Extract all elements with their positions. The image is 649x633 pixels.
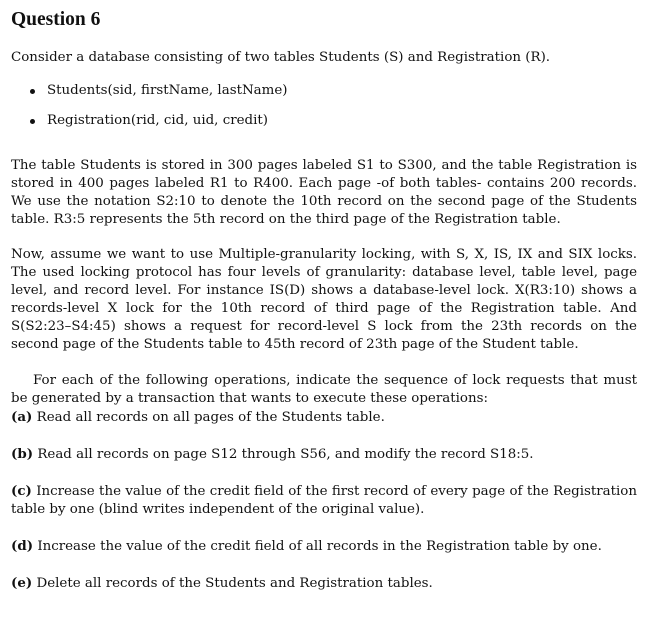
question-d: (d) Increase the value of the credit field of all records in the Registration table by one. bbox=[11, 538, 602, 554]
question-c: (c) Increase the value of the credit field of the first record of every page of the Registration table by one (blind writes independent of the original value). bbox=[11, 483, 637, 517]
schema-registration: Registration(rid, cid, uid, credit) bbox=[30, 112, 637, 130]
bullet-icon bbox=[30, 119, 35, 124]
table-schema-list bbox=[11, 82, 637, 130]
question-a: (a) Read all records on all pages of the Students table. bbox=[11, 409, 385, 425]
question-e: (e) Delete all records of the Students and Registration tables. bbox=[11, 575, 433, 591]
instruction-paragraph: For each of the following operations, indicate the sequence of lock requests that must be generated by a transaction that wants to execute these operations: bbox=[11, 373, 637, 406]
document-page bbox=[11, 8, 637, 593]
bullet-icon bbox=[30, 89, 35, 94]
schema-students: Students(sid, firstName, lastName) bbox=[30, 82, 637, 100]
storage-paragraph: The table Students is stored in 300 pages labeled S1 to S300, and the table Registration is stored in 400 pages labeled R1 to R400. Each page -of both tables- contains 200 records. We use the notation S2:10 to denote the 10th record on the second page of the Students table. R3:5 represents the 5th record on the third page of the Registration table. bbox=[11, 158, 637, 227]
question-b: (b) Read all records on page S12 through S56, and modify the record S18:5. bbox=[11, 446, 534, 462]
locking-paragraph: Now, assume we want to use Multiple-granularity locking, with S, X, IS, IX and SIX locks. The used locking protocol has four levels of granularity: database level, table level, page level, and record level. For instance IS(D) shows a database-level lock. X(R3:10) shows a records-level X lock for the 10th record of third page of the Registration table. And S(S2:23–S4:45) shows a request for record-level S lock from the 23th records on the second page of the Students table to 45th record of 23th page of the Student table. bbox=[11, 247, 637, 352]
question-title: Question 6 bbox=[11, 9, 101, 30]
intro-text: Consider a database consisting of two tables Students (S) and Registration (R). bbox=[11, 50, 551, 65]
